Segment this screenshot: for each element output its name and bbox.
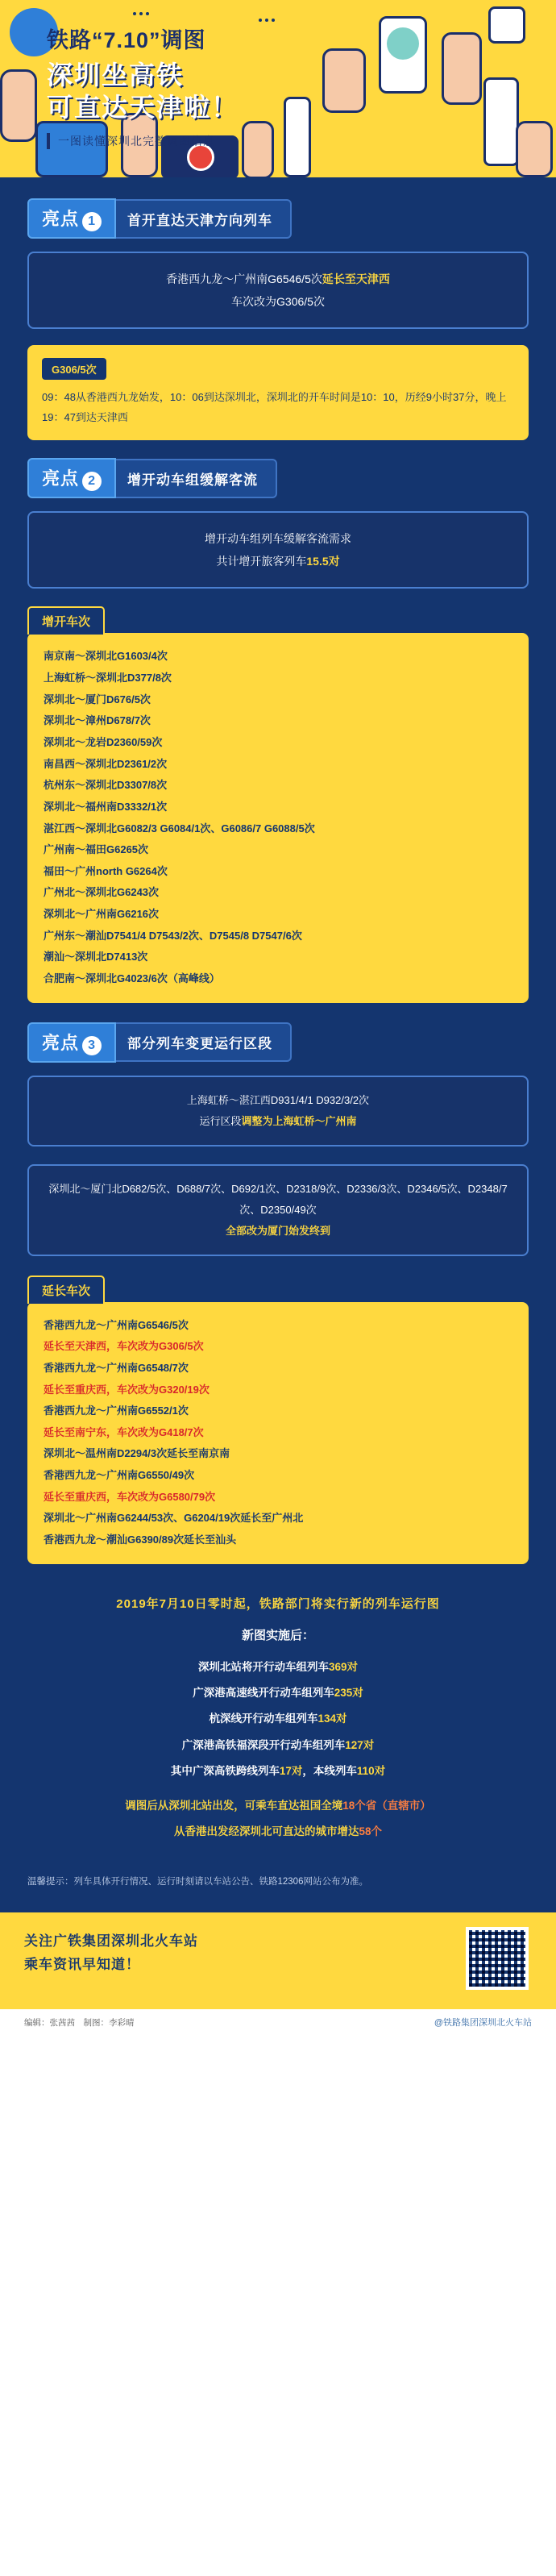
list-item: 杭州东～深圳北D3307/8次 [44,779,168,792]
section1-detail-card [27,345,529,440]
summary-subtitle: 新图实施后： [241,1628,314,1642]
section3-line2-hl: 调整为上海虹桥～广州南 [241,1114,357,1127]
list-item: 上海虹桥～深圳北D377/8次 [44,672,172,685]
section3-line4: 全部改为厦门始发终到 [225,1224,330,1237]
list-item: 南昌西～深圳北D2361/2次 [44,757,168,770]
summary-line-3-pre: 杭深线开行动车组列车 [209,1712,318,1725]
list-item: 深圳北～龙岩D2360/59次 [44,735,163,748]
header-line1: 铁路“7.10”调图 [47,28,206,52]
summary-line-5 [24,1758,532,1784]
section1-train-route: 香港西九龙～广州南G6546/5次 [166,273,322,285]
summary-highlight-1-pre: 调图后从深圳北站出发，可乘车直达祖国全境 [125,1799,343,1812]
footer-banner [0,1912,556,2009]
section-header-3 [27,1022,556,1063]
summary-line-2-value: 235对 [334,1687,363,1700]
list-item: 香港西九龙～广州南G6550/49次 [44,1469,195,1482]
footer-line2: 乘车资讯早知道！ [24,1957,140,1973]
credit-bar [0,2009,556,2037]
footer-line1: 关注广铁集团深圳北火车站 [24,1933,198,1950]
section3-line2 [44,1111,512,1132]
section-badge-number-2: 2 [82,472,102,491]
section2-intro-pre: 共计增开旅客列车 [216,555,307,568]
list-item: 深圳北～广州南G6244/53次、G6204/19次延长至广州北 [44,1512,304,1525]
credit-text: 编辑：张茜茜 制图：李彩晴 [24,2017,135,2028]
summary-section [0,1583,556,1860]
list-item: 延长至天津西，车次改为G306/5次 [44,1340,204,1353]
section3-line3: 深圳北～厦门北D682/5次、D688/7次、D692/1次、D2318/9次、D2336/3次、D2346/5次、D2348/7次、D2350/49次 [48,1182,508,1216]
section-badge-1 [27,198,116,239]
section2-list-title: 增开车次 [27,606,105,635]
summary-note: 温馨提示：列车具体开行情况、运行时刻请以车站公告、铁路12306网站公布为准。 [27,1877,368,1887]
summary-line-5-value2: 110对 [356,1765,386,1778]
section1-card-text: 09：48从香港西九龙始发，10：06到达深圳北，深圳北的开车时间是10：10，历经9小时37分，晚上19：47到达天津西 [42,391,507,423]
section3-line1: 上海虹桥～湛江西D931/4/1 D932/3/2次 [186,1093,370,1106]
summary-line-4-pre: 广深港高铁福深段开行动车组列车 [181,1738,346,1751]
list-item: 延长至南宁东，车次改为G418/7次 [44,1425,204,1438]
section-title-1: 首开直达天津方向列车 [116,199,292,239]
summary-highlight-2-value: 58个 [359,1825,383,1838]
summary-line-3 [24,1706,532,1732]
list-item: 南京南～深圳北G1603/4次 [44,650,168,663]
list-item: 香港西九龙～广州南G6552/1次 [44,1405,189,1417]
section2-train-list [27,633,529,1002]
list-item: 香港西九龙～潮汕G6390/89次延长至汕头 [44,1534,237,1546]
section1-train-tag: G306/5次 [42,358,106,380]
summary-highlight-1-value: 18个省（直辖市） [342,1799,431,1812]
section2-intro-line1: 增开动车组列车缓解客流需求 [205,532,351,546]
summary-line-4-value: 127对 [345,1738,375,1751]
section-badge-label-1: 亮点 [42,209,80,229]
list-item: 福田～广州north G6264次 [44,864,168,877]
section-badge-label-2: 亮点 [42,468,80,489]
section1-intro-box [27,252,529,329]
summary-line-4 [24,1733,532,1758]
summary-highlight-1 [24,1793,532,1819]
section2-intro-line2 [45,550,511,572]
list-item: 潮汕～深圳北D7413次 [44,951,148,963]
summary-line-2-pre: 广深港高速线开行动车组列车 [193,1687,334,1700]
list-item: 延长至重庆西，车次改为G320/19次 [44,1383,210,1396]
section-title-2: 增开动车组缓解客流 [116,459,277,498]
section2-intro-box [27,511,529,589]
list-item: 深圳北～厦门D676/5次 [44,693,151,705]
summary-line-1 [24,1654,532,1680]
header-line2: 深圳坐高铁 [47,60,185,89]
section-badge-number-3: 3 [82,1036,102,1055]
summary-line-5-value1: 17对 [279,1765,303,1778]
section3-line2-pre: 运行区段 [199,1114,242,1127]
list-item: 广州北～深圳北G6243次 [44,886,160,899]
list-item: 广州南～福田G6265次 [44,843,149,856]
list-item: 深圳北～漳州D678/7次 [44,714,151,727]
section-header-1 [27,198,556,239]
section1-intro-line2: 车次改为G306/5次 [231,295,325,308]
chat-bubble-decor-1 [129,5,153,23]
summary-highlight-2 [24,1819,532,1845]
section3-route-change-box [27,1076,529,1147]
list-item: 深圳北～温州南D2294/3次延长至南京南 [44,1447,230,1460]
section3-extend-list [27,1302,529,1564]
section3-list-title: 延长车次 [27,1276,105,1304]
summary-line-3-value: 134对 [317,1712,347,1725]
section-badge-3 [27,1022,116,1063]
weibo-handle[interactable]: @铁路集团深圳北火车站 [434,2018,532,2029]
summary-line-1-value: 369对 [328,1660,359,1673]
header-line3: 可直达天津啦！ [47,93,239,122]
content-body [0,177,556,1912]
list-item: 湛江西～深圳北G6082/3 G6084/1次、G6086/7 G6088/5次 [44,822,315,834]
section-header-2 [27,458,556,498]
list-item: 香港西九龙～广州南G6546/5次 [44,1318,189,1331]
header-subtitle: 一图读懂深圳北完整调图信息 [47,133,556,149]
section1-intro-line1 [45,268,511,290]
header-banner [0,0,556,177]
qr-code-icon[interactable] [466,1927,529,1990]
section-badge-label-3: 亮点 [42,1032,80,1053]
list-item: 深圳北～广州南G6216次 [44,908,160,921]
summary-line-1-pre: 深圳北站将开行动车组列车 [197,1660,329,1673]
list-item: 深圳北～福州南D3332/1次 [44,800,168,813]
section2-intro-count: 15.5对 [306,555,340,568]
summary-highlight-2-pre: 从香港出发经深圳北可直达的城市增达 [173,1825,359,1838]
list-item: 延长至重庆西，车次改为G6580/79次 [44,1490,216,1503]
list-item: 合肥南～深圳北G4023/6次（高峰线） [44,972,220,984]
list-item: 广州东～潮汕D7541/4 D7543/2次、D7545/8 D7547/6次 [44,929,302,942]
summary-lead: 2019年7月10日零时起，铁路部门将实行新的列车运行图 [116,1596,440,1611]
summary-line-2 [24,1680,532,1706]
list-item: 香港西九龙～广州南G6548/7次 [44,1361,189,1374]
summary-line-5-pre: 其中广深高铁跨线列车 [170,1765,280,1778]
section1-extend-text: 延长至天津西 [322,273,390,285]
section3-xiamen-box [27,1164,529,1256]
section-badge-number-1: 1 [82,212,102,231]
section-badge-2 [27,458,116,498]
section-title-3: 部分列车变更运行区段 [116,1022,292,1062]
summary-line-5-mid: ，本线列车 [302,1765,357,1778]
